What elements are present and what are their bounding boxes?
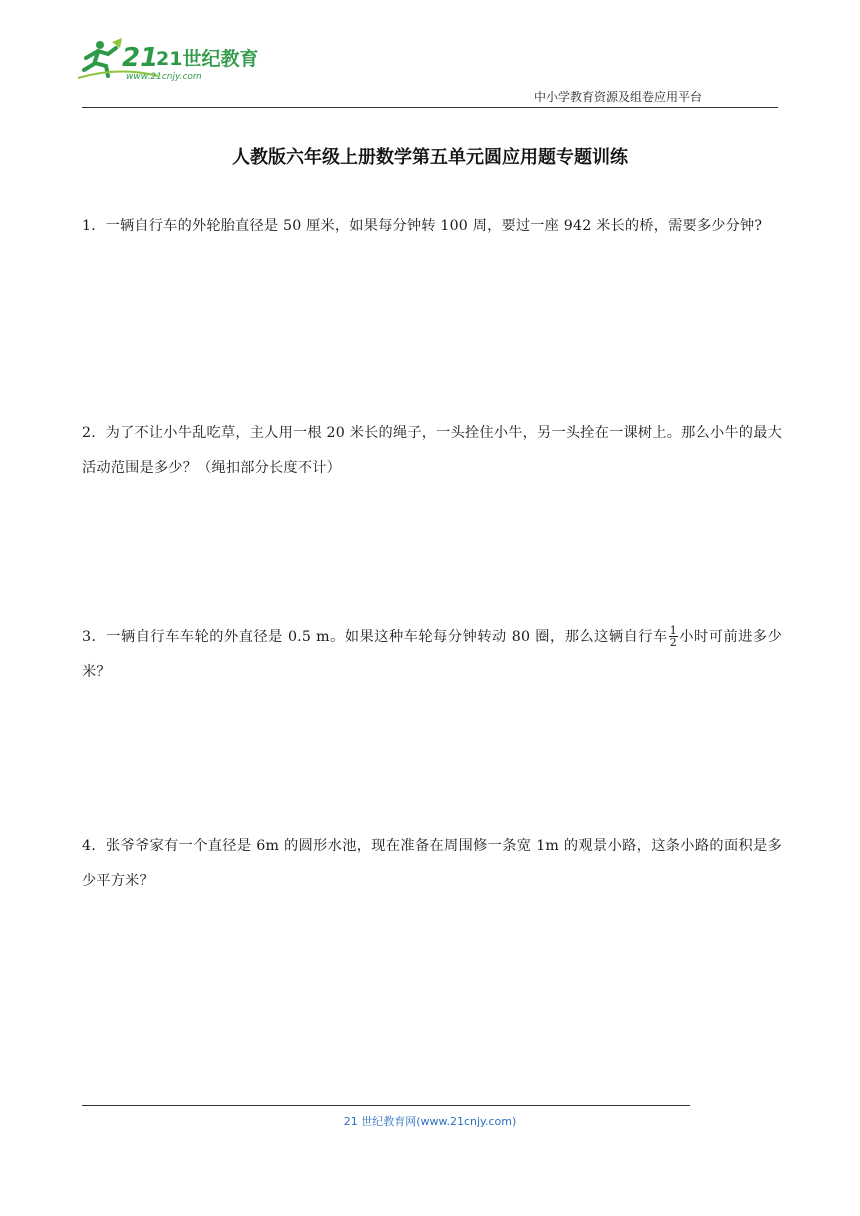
question-number: 2． [82,425,106,441]
question-3 [82,620,782,690]
logo-graphic [78,36,259,84]
question-text-before: 一辆自行车车轮的外直径是 0.5 m。如果这种车轮每分钟转动 80 圈，那么这辆自行车 [106,629,668,645]
question-text: 为了不让小牛乱吃草，主人用一根 20 米长的绳子，一头拴住小牛，另一头拴在一课树上。那么小牛的最大活动范围是多少？（绳扣部分长度不计） [82,425,782,476]
question-4 [82,829,782,899]
svg-text:21: 21 [122,43,159,73]
footer-divider [82,1105,690,1106]
question-text: 张爷爷家有一个直径是 6m 的圆形水池，现在准备在周围修一条宽 1m 的观景小路，这条小路的面积是多少平方米？ [82,838,782,889]
page-title: 人教版六年级上册数学第五单元圆应用题专题训练 [232,147,628,168]
fraction-denominator: 2 [669,635,677,649]
question-number: 4． [82,838,106,854]
question-text-after: 小时可前进多少米？ [82,629,782,680]
svg-text:www.21cnjy.com: www.21cnjy.com [126,72,202,82]
brand-logo [78,36,259,84]
question-1 [82,209,782,244]
header-divider [82,107,778,108]
footer-link[interactable]: 21 世纪教育网(www.21cnjy.com) [343,1115,517,1128]
fraction-one-half [669,625,678,648]
svg-text:21世纪教育: 21世纪教育 [156,48,259,70]
header-tagline: 中小学教育资源及组卷应用平台 [534,90,703,104]
question-number: 3． [82,629,107,645]
fraction-numerator: 1 [669,623,677,637]
question-number: 1． [82,218,106,234]
question-text: 一辆自行车的外轮胎直径是 50 厘米，如果每分钟转 100 周，要过一座 942 米长的桥，需要多少分钟? [105,218,763,234]
question-2 [82,416,782,486]
